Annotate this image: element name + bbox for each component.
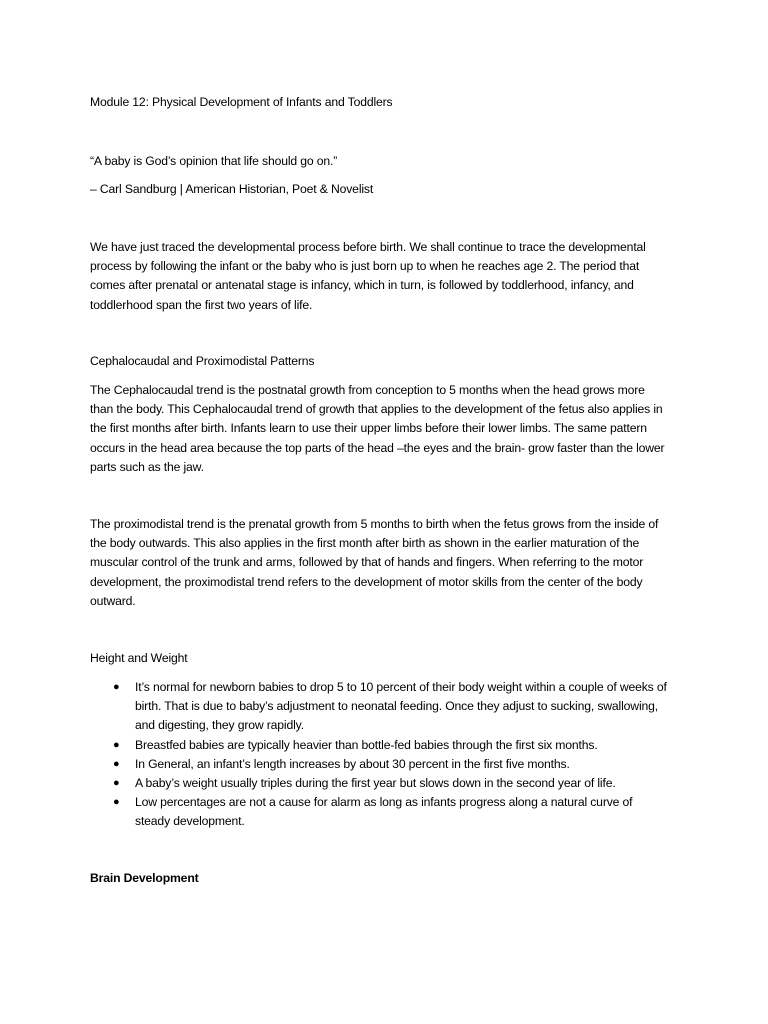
bullet-icon: ●: [113, 777, 120, 790]
list-item: [90, 793, 670, 831]
height-weight-bullet-list: [90, 678, 670, 832]
bullet-icon: ●: [113, 796, 120, 809]
document-title: Module 12: Physical Development of Infants and Toddlers: [90, 95, 393, 109]
section-heading-height-weight: Height and Weight: [90, 651, 188, 665]
list-item-text: A baby’s weight usually triples during the first year but slows down in the second year of life.: [135, 776, 616, 791]
list-item: [90, 678, 670, 736]
epigraph-quote: “A baby is God’s opinion that life should go on.”: [90, 154, 338, 168]
proximodistal-paragraph: The proximodistal trend is the prenatal growth from 5 months to birth when the fetus grows from the inside of the body outwards. This also applies in the first month after birth as shown in the earlier maturation of the muscular control of the trunk and arms, followed by that of hands and fingers. When referring to the motor development, the proximodistal trend refers to the development of motor skills from the center of the body outward.: [90, 517, 659, 608]
section-heading-cephalocaudal: Cephalocaudal and Proximodistal Patterns: [90, 354, 315, 368]
bullet-icon: ●: [113, 738, 120, 751]
section-heading-brain-development: Brain Development: [90, 871, 199, 885]
cephalocaudal-paragraph: The Cephalocaudal trend is the postnatal growth from conception to 5 months when the head grows more than the body. This Cephalocaudal trend of growth that applies to the development of the fetus also applies in the first months after birth. Infants learn to use their upper limbs before their lower limbs. The same pattern occurs in the head area because the top parts of the head –the eyes and the brain- grow faster than the lower parts such as the jaw.: [90, 383, 665, 474]
list-item: [90, 736, 670, 755]
list-item: [90, 774, 670, 793]
list-item-text: In General, an infant’s length increases by about 30 percent in the first five months.: [135, 756, 570, 771]
bullet-icon: ●: [113, 681, 120, 693]
list-item-text: Breastfed babies are typically heavier than bottle-fed babies through the first six months.: [135, 737, 598, 752]
intro-paragraph: We have just traced the developmental process before birth. We shall continue to trace the developmental process by following the infant or the baby who is just born up to when he reaches age 2. The period that comes after prenatal or antenatal stage is infancy, which in turn, is followed by toddlerhood, infancy, and toddlerhood span the first two years of life.: [90, 240, 646, 312]
list-item-text: It’s normal for newborn babies to drop 5 to 10 percent of their body weight within a couple of weeks of birth. That is due to baby’s adjustment to neonatal feeding. Once they adjust to sucking, swallowing, and digesting, they grow rapidly.: [135, 680, 667, 733]
list-item: [90, 755, 670, 774]
list-item-text: Low percentages are not a cause for alarm as long as infants progress along a natural curve of steady development.: [135, 795, 633, 829]
epigraph-attribution: – Carl Sandburg | American Historian, Poet & Novelist: [90, 182, 374, 196]
bullet-icon: ●: [113, 757, 120, 770]
